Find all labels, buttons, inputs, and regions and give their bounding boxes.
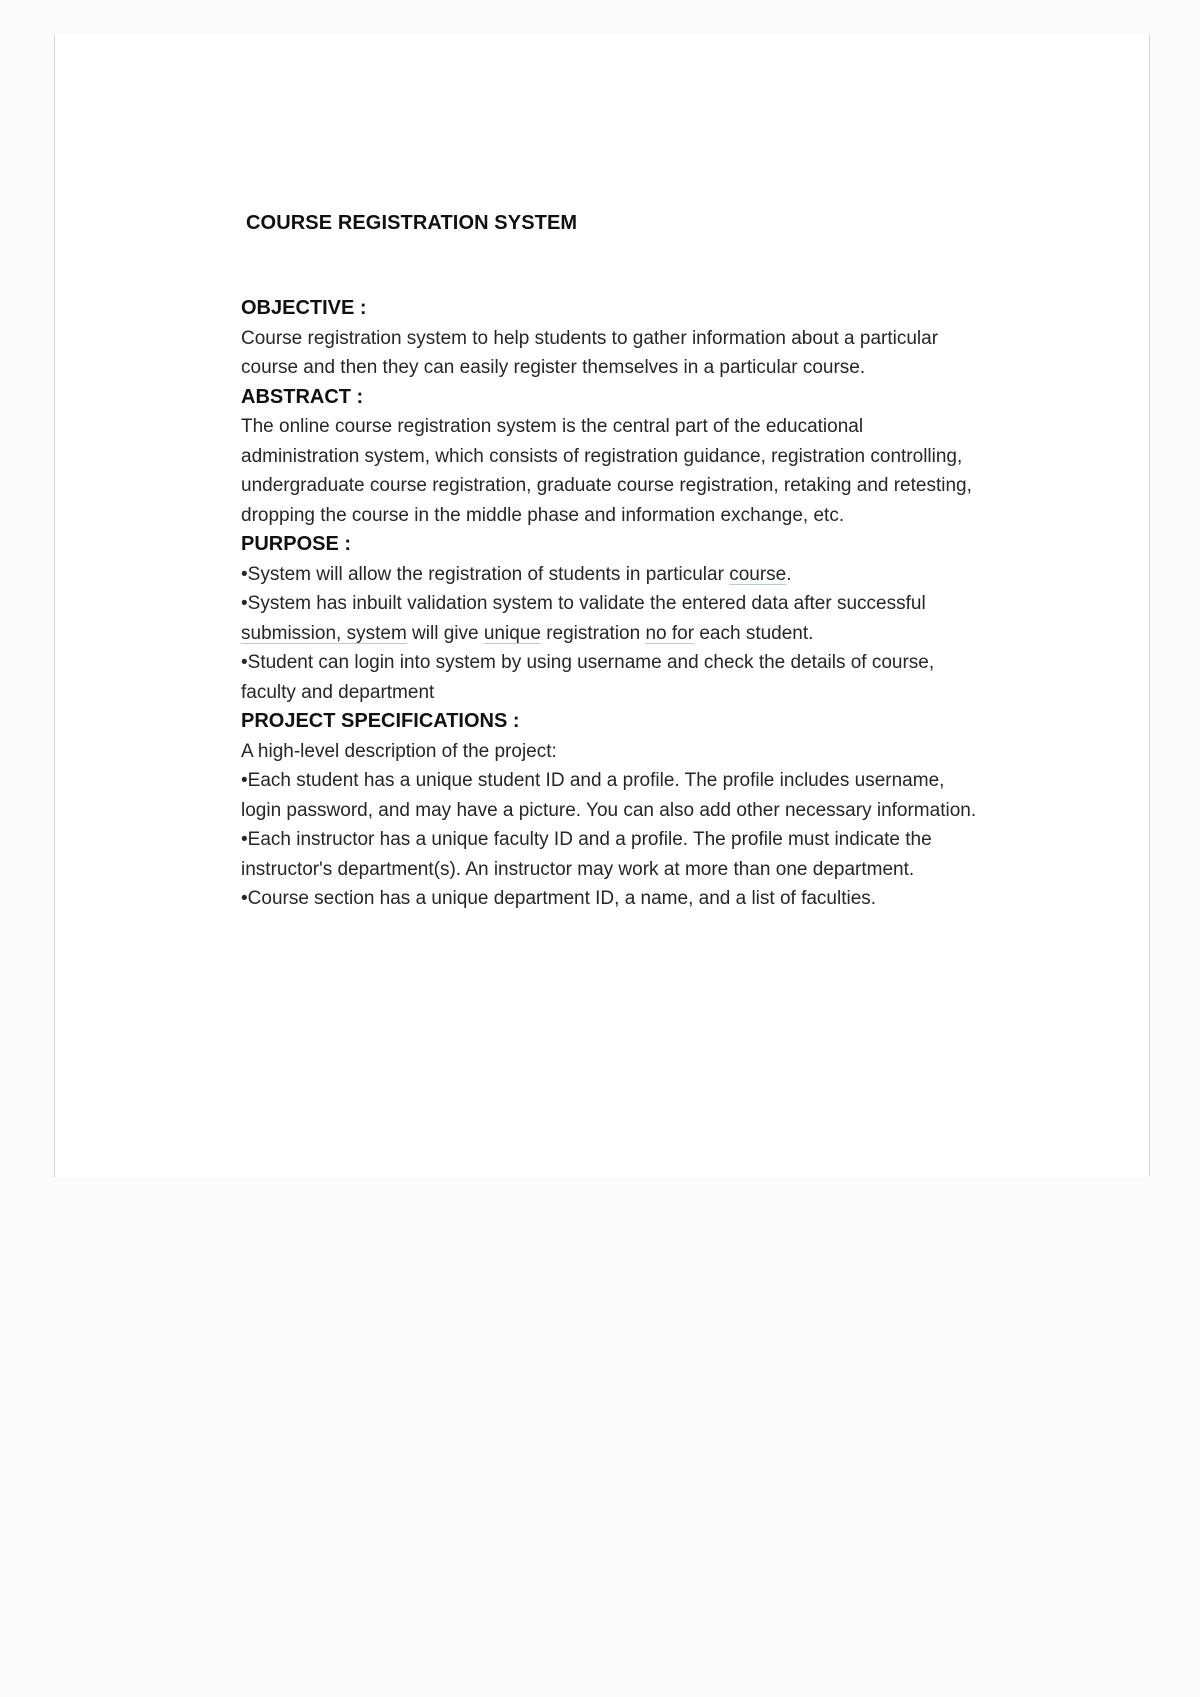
document-page bbox=[54, 34, 1150, 1177]
text-line: •Course section has a unique department ID, a name, and a list of faculties. bbox=[241, 888, 877, 909]
document-title: COURSE REGISTRATION SYSTEM bbox=[246, 212, 578, 234]
underlined-phrase: no for bbox=[645, 622, 695, 644]
underlined-word: unique bbox=[483, 622, 541, 644]
purpose-section bbox=[241, 530, 1041, 707]
text-line: administration system, which consists of registration guidance, registration controlling, bbox=[241, 445, 963, 467]
specifications-intro: A high-level description of the project: bbox=[241, 740, 557, 762]
objective-section bbox=[241, 294, 1041, 383]
text-line: The online course registration system is the central part of the educational bbox=[241, 416, 864, 437]
text-line: course and then they can easily register themselves in a particular course. bbox=[241, 357, 866, 378]
text-line: undergraduate course registration, graduate course registration, retaking and retesting, bbox=[241, 475, 972, 496]
bullet-text: •System will allow the registration of students in particular bbox=[241, 563, 730, 585]
specifications-section bbox=[241, 707, 1041, 914]
objective-text bbox=[241, 324, 1041, 383]
bullet-text: . bbox=[786, 563, 792, 585]
text-line: •Each student has a unique student ID and a profile. The profile includes username, bbox=[241, 770, 945, 791]
text-line: login password, and may have a picture. You can also add other necessary information. bbox=[241, 799, 977, 821]
text-line: •Each instructor has a unique faculty ID and a profile. The profile must indicate the bbox=[241, 829, 932, 850]
text-line: instructor's department(s). An instructor may work at more than one department. bbox=[241, 858, 915, 880]
objective-heading: OBJECTIVE : bbox=[241, 297, 367, 319]
purpose-bullet-3-line-1: •Student can login into system by using username and check the details of course, bbox=[241, 652, 935, 673]
purpose-bullet-3-line-2: faculty and department bbox=[241, 681, 435, 703]
purpose-bullet-2-line-2 bbox=[241, 619, 1041, 649]
specifications-text bbox=[241, 737, 1041, 914]
bullet-text: each student. bbox=[694, 622, 814, 644]
purpose-text bbox=[241, 560, 1041, 708]
text-line: Course registration system to help students to gather information about a particular bbox=[241, 327, 939, 349]
purpose-heading: PURPOSE : bbox=[241, 533, 352, 555]
bullet-text: will give bbox=[406, 622, 484, 644]
underlined-phrase: submission, system bbox=[241, 622, 407, 644]
specifications-heading: PROJECT SPECIFICATIONS : bbox=[241, 710, 520, 732]
abstract-section bbox=[241, 383, 1041, 531]
bullet-text: registration bbox=[540, 622, 646, 644]
document-content bbox=[241, 209, 1041, 914]
purpose-bullet-1 bbox=[241, 560, 1041, 590]
abstract-heading: ABSTRACT : bbox=[241, 385, 364, 408]
abstract-text bbox=[241, 412, 1041, 530]
underlined-word: course bbox=[729, 563, 787, 585]
text-line: dropping the course in the middle phase and information exchange, etc. bbox=[241, 504, 845, 526]
purpose-bullet-2-line-1: •System has inbuilt validation system to validate the entered data after successful bbox=[241, 593, 926, 614]
